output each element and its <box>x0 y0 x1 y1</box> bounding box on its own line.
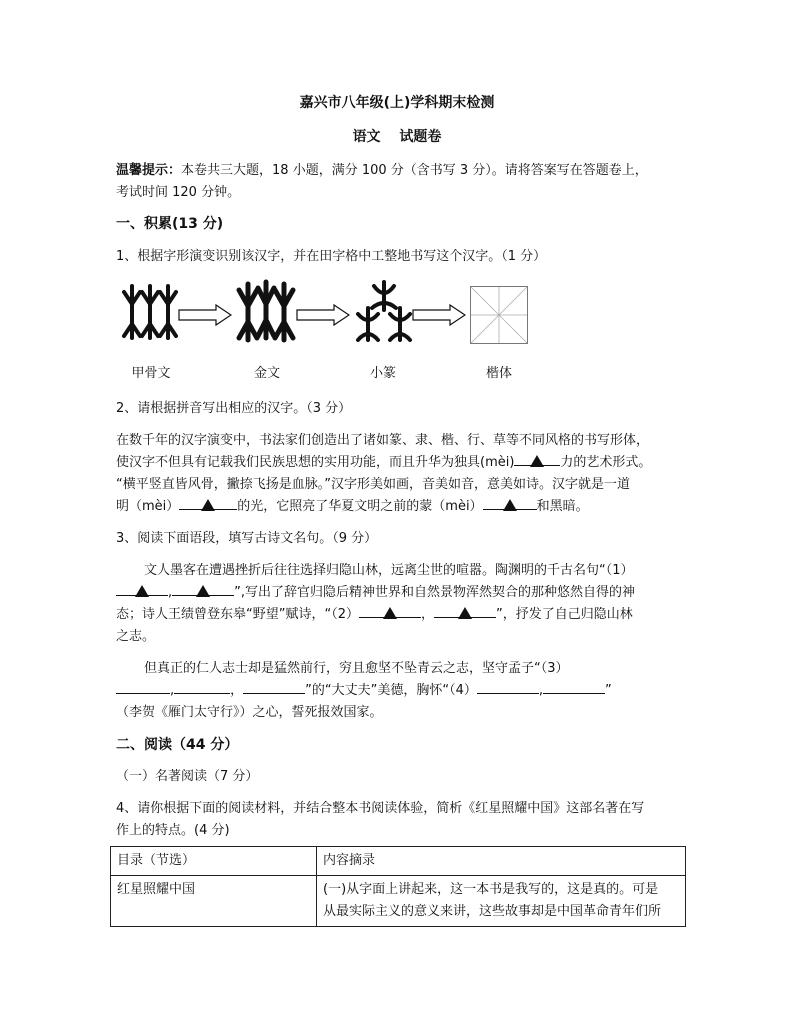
page-subtitle: 语文 试题卷 <box>352 129 442 145</box>
answer-blank[interactable] <box>359 604 421 618</box>
answer-blank[interactable] <box>543 680 605 694</box>
q3-text-part: 态；诗人王绩曾登东皋“野望”赋诗，“（2） <box>116 607 359 622</box>
arrow-icon <box>296 304 350 326</box>
q2-text-line-1: 在数千年的汉字演变中，书法家们创造出了诸如篆、隶、楷、行、草等不同风格的书写形体， <box>116 433 650 448</box>
notice-text-1: 本卷共三大题，18 小题，满分 100 分（含书写 3 分）。请将答案写在答题卷上， <box>181 163 648 178</box>
answer-blank[interactable] <box>477 680 539 694</box>
excerpt-table <box>110 846 686 927</box>
glyph-label-seal: 小篆 <box>369 366 396 381</box>
comma: , <box>538 683 544 698</box>
answer-blank[interactable] <box>116 582 168 596</box>
triangle-icon <box>458 607 472 619</box>
answer-blank[interactable] <box>514 452 560 466</box>
glyph-label-oracle: 甲骨文 <box>131 366 171 381</box>
answer-blank[interactable] <box>116 680 170 694</box>
section-2-heading: 二、阅读（44 分） <box>116 737 239 753</box>
bronze-glyph <box>236 278 296 344</box>
table-header-cell: 目录（节选） <box>111 847 317 876</box>
q2-text-part: 和黑暗。 <box>536 499 589 514</box>
q2-text-part: 使汉字不但具有记载我们民族思想的实用功能，而且升华为独具(mèi) <box>116 455 515 470</box>
glyph-label-regular: 楷体 <box>485 366 512 381</box>
answer-blank[interactable] <box>243 680 305 694</box>
comma: ， <box>230 683 244 698</box>
triangle-icon <box>196 585 210 597</box>
comma: , <box>170 683 175 698</box>
table-cell <box>317 876 686 927</box>
question-1: 1、根据字形演变识别该汉字，并在田字格中工整地书写这个汉字。（1 分） <box>116 249 547 264</box>
glyph-label-bronze: 金文 <box>253 366 280 381</box>
q2-text-part: 的光，它照亮了华夏文明之前的蒙（mèi） <box>237 499 483 514</box>
triangle-icon <box>201 499 215 511</box>
table-header-row <box>111 847 686 876</box>
q3-para2-line-1: 但真正的仁人志士却是猛然前行，穷且愈坚不坠青云之志，坚守孟子“（3） <box>144 661 569 676</box>
triangle-icon <box>503 499 517 511</box>
answer-blank[interactable] <box>434 604 496 618</box>
triangle-icon <box>530 455 544 467</box>
notice-line-1 <box>116 160 686 182</box>
q2-text-line-3: “横平竖直皆风骨，撇捺飞扬是血脉。”汉字形美如画，音美如音，意美如诗。汉字就是一道 <box>116 477 630 492</box>
arrow-icon <box>412 304 466 326</box>
answer-blank[interactable] <box>179 496 237 510</box>
notice-label: 温馨提示： <box>116 163 182 178</box>
q3-para2-line-3: （李贺《雁门太守行》）之心，誓死报效国家。 <box>116 705 383 720</box>
comma: ， <box>420 607 434 622</box>
close-quote: ” <box>605 683 612 698</box>
page-title: 嘉兴市八年级(上)学科期末检测 <box>299 95 495 111</box>
subsection-heading: （一）名著阅读（7 分） <box>116 769 259 784</box>
answer-blank[interactable] <box>483 496 537 510</box>
table-cell-line: (一)从字面上讲起来，这一本书是我写的，这是真的。可是 <box>323 882 659 897</box>
answer-blank[interactable] <box>174 680 230 694</box>
q3-para1-line-1: 文人墨客在遭遇挫折后往往选择归隐山林，远离尘世的喧嚣。陶渊明的千古名句“（1） <box>144 563 634 578</box>
question-2: 2、请根据拼音写出相应的汉字。（3 分） <box>116 401 352 416</box>
q3-text-part: ”的“大丈夫”美德，胸怀“（4） <box>305 683 477 698</box>
q2-text-part: 力的艺术形式。 <box>560 455 652 470</box>
section-1-heading: 一、积累(13 分) <box>116 216 224 232</box>
q3-text-part: ”，抒发了自己归隐山林 <box>496 607 633 622</box>
notice-line-2: 考试时间 120 分钟。 <box>116 185 241 200</box>
table-cell: 红星照耀中国 <box>111 876 317 927</box>
table-row <box>111 876 686 927</box>
table-header-cell: 内容摘录 <box>317 847 686 876</box>
small-seal-glyph <box>354 278 414 344</box>
comma: , <box>168 585 173 600</box>
q3-para2-line-2 <box>116 680 686 702</box>
q2-text-line-2 <box>116 452 686 474</box>
oracle-bone-glyph <box>120 278 180 344</box>
q2-text-line-4 <box>116 496 686 518</box>
q3-para1-line-2 <box>116 582 686 604</box>
glyph-evolution-row <box>116 278 556 381</box>
arrow-icon <box>178 304 232 326</box>
question-4-line-1: 4、请你根据下面的阅读材料，并结合整本书阅读体验，简析《红星照耀中国》这部名著在写 <box>116 801 645 816</box>
question-3: 3、阅读下面语段，填写古诗文名句。（9 分） <box>116 531 378 546</box>
question-4-line-2: 作上的特点。(4 分) <box>116 823 230 838</box>
writing-grid-box[interactable] <box>470 286 528 344</box>
triangle-icon <box>383 607 397 619</box>
table-cell-line: 从最实际主义的意义来讲，这些故事却是中国革命青年们所 <box>323 904 662 919</box>
q2-text-part: 明（mèi） <box>116 499 180 514</box>
triangle-icon <box>135 585 149 597</box>
answer-blank[interactable] <box>172 582 234 596</box>
q3-text-part: ”,写出了辞官归隐后精神世界和自然景物浑然契合的那种悠然自得的神 <box>234 585 636 600</box>
q3-para1-line-3 <box>116 604 686 626</box>
q3-para1-line-4: 之志。 <box>116 629 156 644</box>
